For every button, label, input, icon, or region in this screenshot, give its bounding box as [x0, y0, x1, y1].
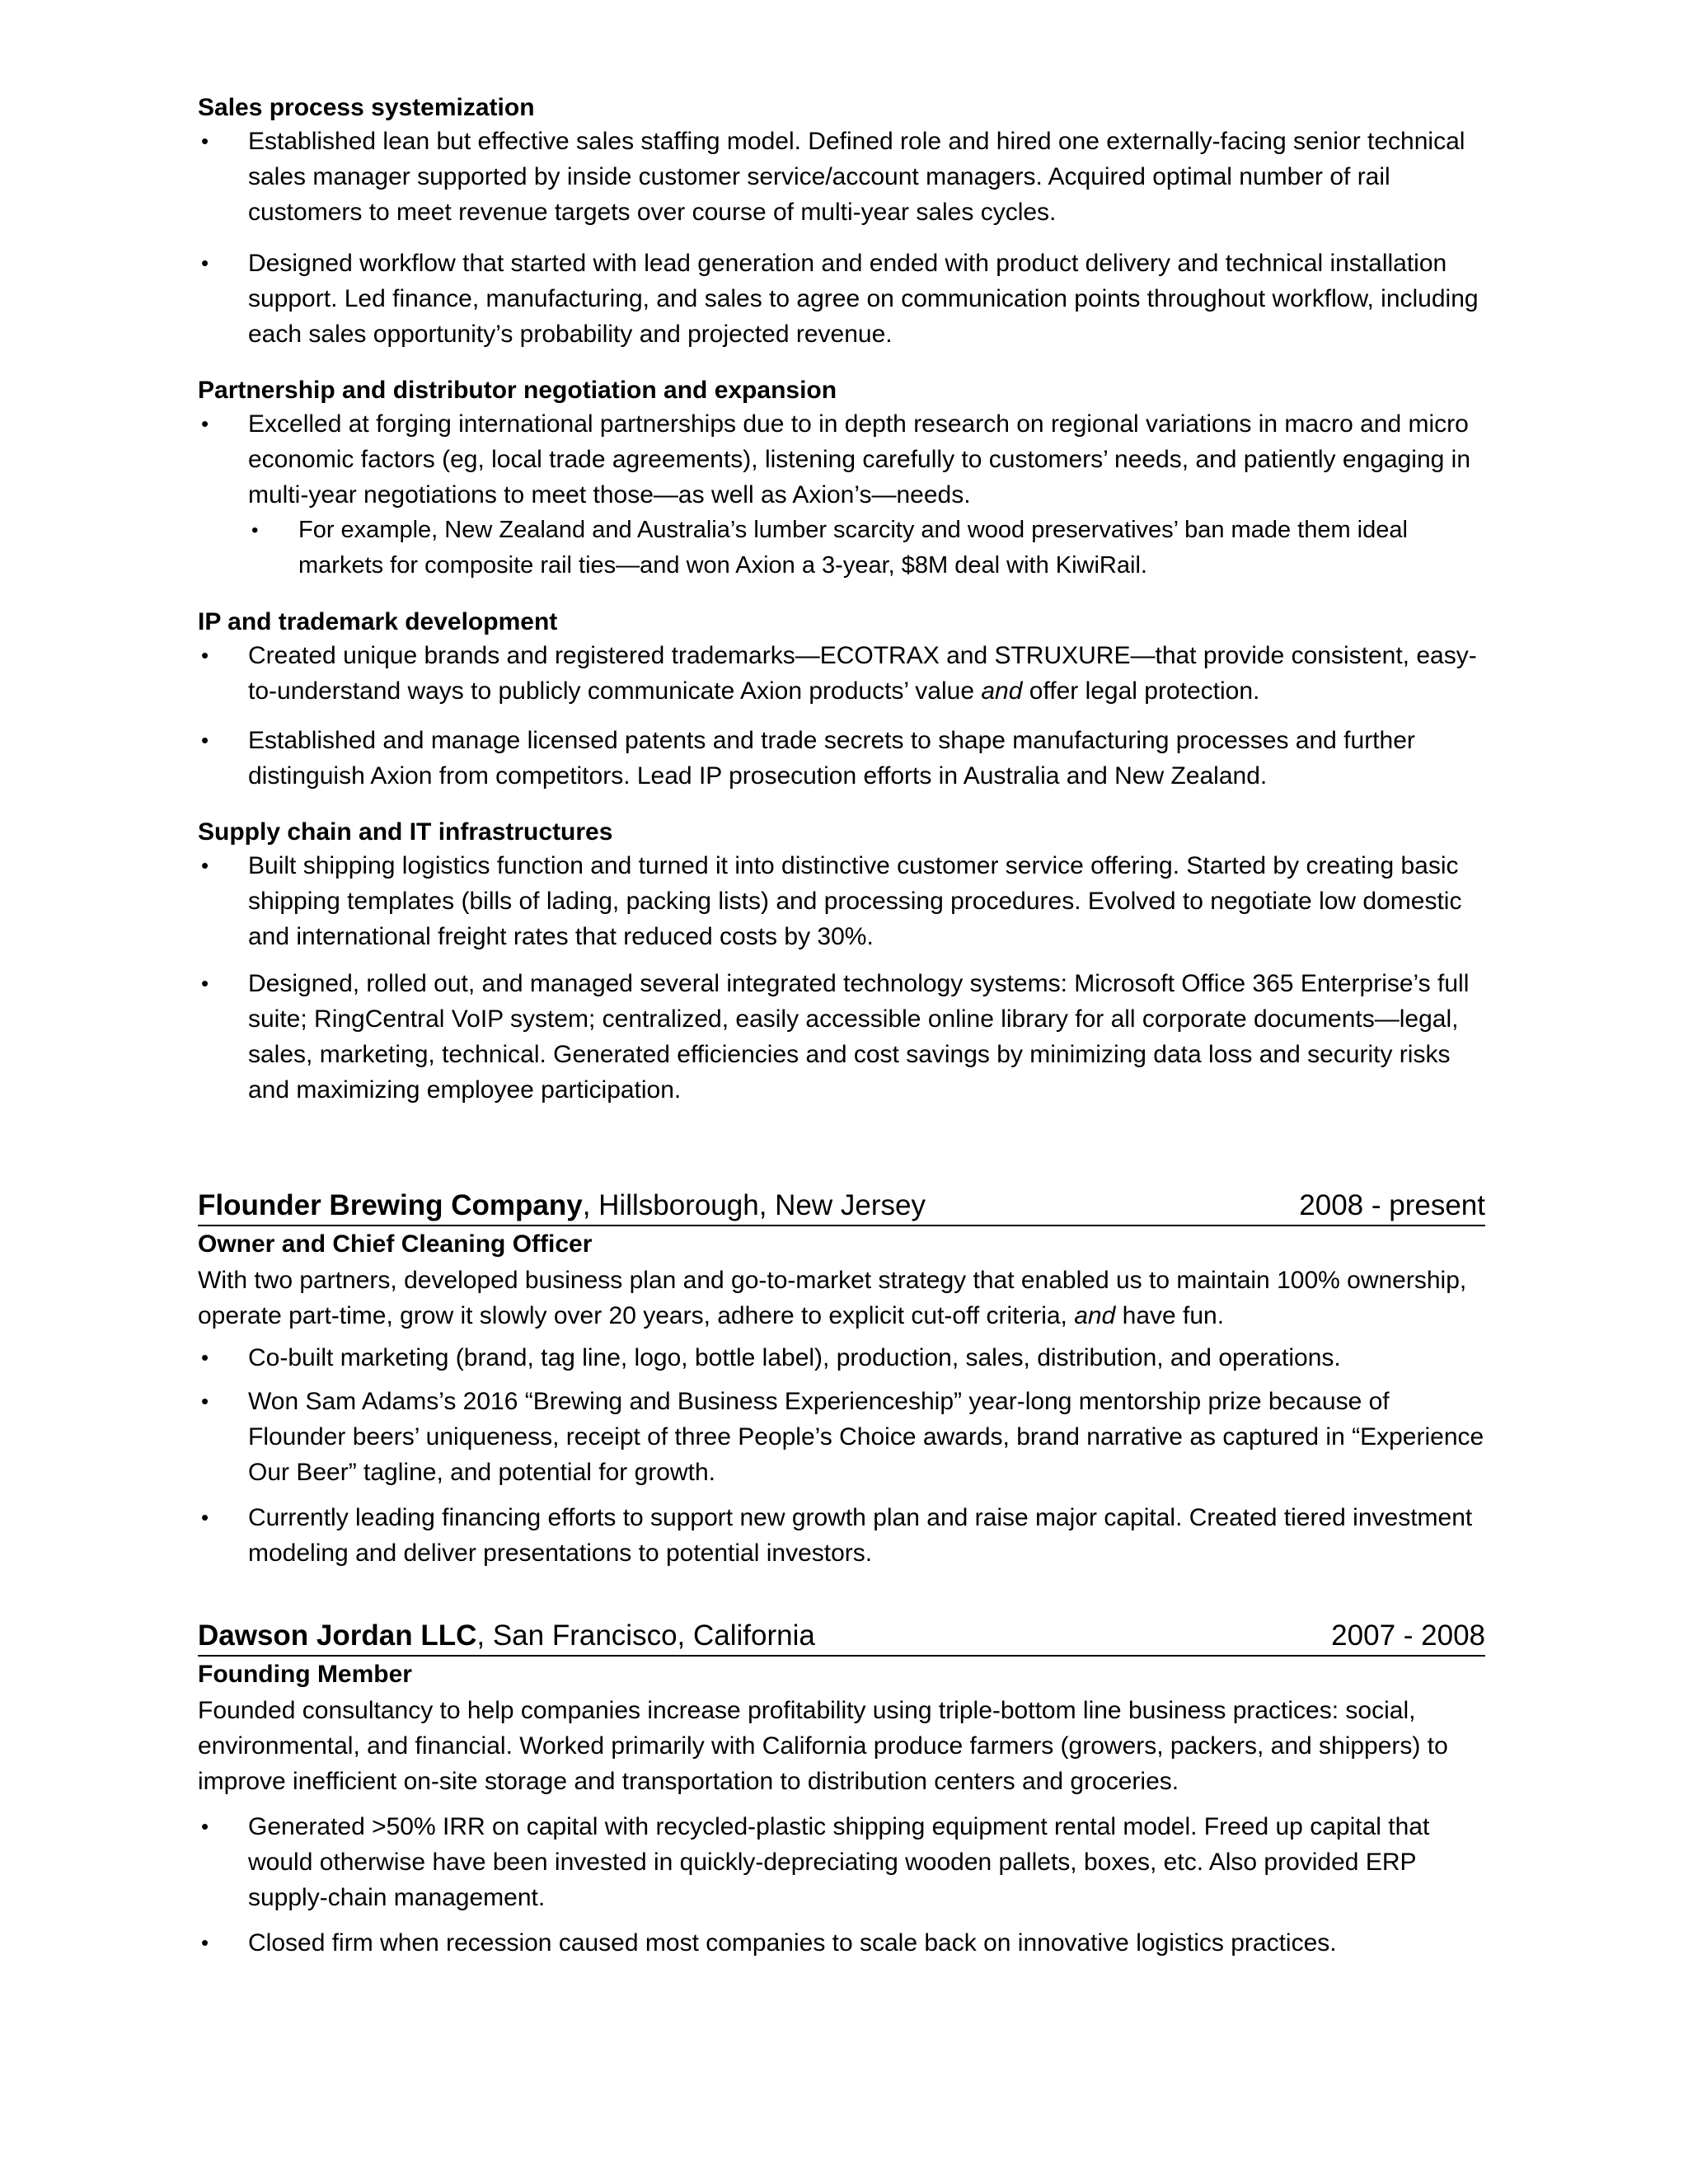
job-location: , Hillsborough, New Jersey [582, 1189, 926, 1221]
emphasis-text: and [981, 677, 1023, 705]
sub-bullet-item: • For example, New Zealand and Australia’s lumber scarcity and wood preservatives’ ban made them ideal markets for composite rail ties—and won Axion a 3-year, $8M deal with KiwiRail. [248, 513, 1485, 583]
bullet-item: • Generated >50% IRR on capital with recycled-plastic shipping equipment rental model. Freed up capital that would otherwise have been invested in quickly-depreciating wooden pallets, boxes, etc. Also provided ERP supply-chain management. [198, 1809, 1485, 1915]
bullet-item: • Designed, rolled out, and managed several integrated technology systems: Microsoft Office 365 Enterprise’s full suite; RingCentral VoIP system; centralized, easily accessible online library for all corporate documents—legal, sales, marketing, technical. Generated efficiencies and cost savings by minimizing data loss and security risks and maximizing employee participation. [198, 966, 1485, 1108]
job-company-location [198, 1617, 815, 1655]
bullet-list [198, 1809, 1485, 1961]
job-summary [198, 1263, 1485, 1333]
section-heading: Supply chain and IT infrastructures [198, 818, 613, 846]
bullet-list [198, 124, 1485, 352]
resume-page [198, 92, 1485, 1961]
bullet-item: • Excelled at forging international partnerships due to in depth research on regional variations in macro and micro economic factors (eg, local trade agreements), listening carefully to customers’ needs, and patiently engaging in multi-year negotiations to meet those—as well as Axion’s—needs. [198, 406, 1485, 513]
emphasis-text: and [1074, 1302, 1116, 1329]
job-company-location [198, 1187, 926, 1225]
section-heading: Sales process systemization [198, 94, 535, 121]
section-heading: Partnership and distributor negotiation and expansion [198, 377, 837, 404]
bullet-item: • Designed workflow that started with lead generation and ended with product delivery and technical installation support. Led finance, manufacturing, and sales to agree on communication points throughout workflow, including each sales opportunity’s probability and projected revenue. [198, 246, 1485, 352]
bullet-item [198, 638, 1485, 709]
section-heading: IP and trademark development [198, 608, 558, 635]
bullet-text: offer legal protection. [1022, 677, 1260, 705]
job-header [198, 1187, 1485, 1226]
bullet-item: • Established lean but effective sales staffing model. Defined role and hired one externally-facing senior technical sales manager supported by inside customer service/account managers. Acquired optimal number of rail customers to meet revenue targets over course of multi-year sales cycles. [198, 124, 1485, 230]
bullet-list [198, 848, 1485, 1108]
bullet-text: Created unique brands and registered trademarks—ECOTRAX and STRUXURE—that provide consistent, easy-to-understand ways to publicly communicate Axion products’ value [248, 642, 1477, 705]
bullet-item: • Established and manage licensed patents and trade secrets to shape manufacturing processes and further distinguish Axion from competitors. Lead IP prosecution efforts in Australia and New Zealand. [198, 723, 1485, 794]
job-header [198, 1617, 1485, 1657]
bullet-list [198, 638, 1485, 794]
job-title: Founding Member [198, 1661, 412, 1688]
job-title: Owner and Chief Cleaning Officer [198, 1230, 593, 1258]
bullet-item: • Closed firm when recession caused most companies to scale back on innovative logistics practices. [198, 1925, 1485, 1961]
bullet-item: • Currently leading financing efforts to support new growth plan and raise major capital. Created tiered investment modeling and deliver presentations to potential investors. [198, 1500, 1485, 1571]
job-location: , San Francisco, California [476, 1619, 815, 1652]
summary-text: have fun. [1115, 1302, 1225, 1329]
bullet-item: • Co-built marketing (brand, tag line, logo, bottle label), production, sales, distribution, and operations. [198, 1340, 1485, 1376]
company-name: Flounder Brewing Company [198, 1189, 583, 1221]
bullet-list [198, 406, 1485, 513]
bullet-item: • Won Sam Adams’s 2016 “Brewing and Business Experienceship” year-long mentorship prize because of Flounder beers’ uniqueness, receipt of three People’s Choice awards, brand narrative as captured in “Experience Our Beer” tagline, and potential for growth. [198, 1384, 1485, 1490]
job-summary: Founded consultancy to help companies increase profitability using triple-bottom line business practices: social, environmental, and financial. Worked primarily with California produce farmers (growers, packers, and shippers) to improve inefficient on-site storage and transportation to distribution centers and groceries. [198, 1697, 1448, 1795]
job-dates: 2007 - 2008 [1331, 1619, 1485, 1652]
summary-text: With two partners, developed business plan and go-to-market strategy that enabled us to maintain 100% ownership, operate part-time, grow it slowly over 20 years, adhere to explicit cut-off criteria, [198, 1267, 1467, 1329]
bullet-item: • Built shipping logistics function and turned it into distinctive customer service offering. Started by creating basic shipping templates (bills of lading, packing lists) and processing procedures. Evolved to negotiate low domestic and international freight rates that reduced costs by 30%. [198, 848, 1485, 954]
bullet-list [198, 1340, 1485, 1571]
company-name: Dawson Jordan LLC [198, 1619, 477, 1652]
job-dates: 2008 - present [1299, 1189, 1485, 1221]
sub-bullet-list [248, 513, 1485, 583]
